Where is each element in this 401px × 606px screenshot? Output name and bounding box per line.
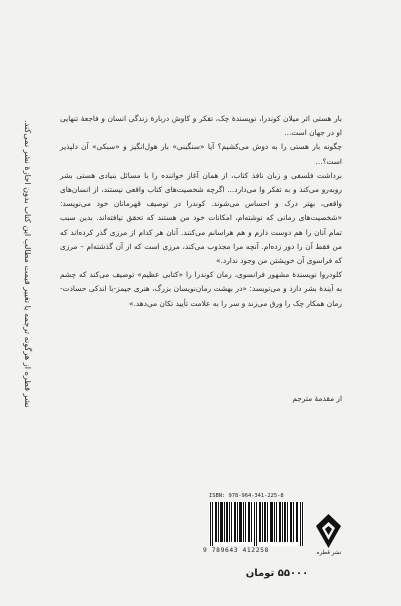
paragraph-2: چگونه بار هستی را به دوش می‌کشیم؟ آیا «سنگینی» بار هول‌انگیز و «سبکی» آن دلپذیر است؟... [60,142,342,166]
paragraph-3: برداشت فلسفی و زبان نافذ کتاب، از همان آغاز خواننده را با مسائل بنیادی هستی بشر روبه‌رو می‌کند و به تفکر وا می‌دارد... اگرچه شخصیت‌های کتاب واقعی نیستند، از انسان‌های واقعی، بهتر درک و احساس می‌شوند. کوندرا در توصیف قهرمانان خود می‌نویسد: «شخصیت‌های رمانی که نوشته‌ام، امکانات خود من هستند که تحقق نیافته‌اند. بدین سبب تمام آنان را هم دوست دارم و هم هراسانم می‌کنند. آنان هر کدام از مرزی گذر کرده‌اند که من فقط آن را دور زده‌ام. آنچه مرا مجذوب می‌کند، مرزی است که از آن گذشته‌ام – مرزی که فراسوی آن خویشتن من وجود ندارد.» [60,170,342,266]
quote-source: از مقدمهٔ مترجم [292,394,342,403]
barcode [209,502,304,546]
publisher-logo-icon [314,512,343,550]
back-cover-text [60,112,342,311]
barcode-digits: 9 789643 412258 [203,547,269,554]
book-price: ۵۵۰۰۰ تومان [245,568,309,579]
publisher-name: نشر قطره [316,550,342,556]
side-note: نشر قطره از هرگونه ترجمه یا تغییر قیمت مطالب این کتاب بدون اجازهٔ نشر نمی‌کند. [23,120,33,408]
paragraph-4: کلودروا نویسندهٔ مشهور فرانسوی، رمان کوندرا را «کتابی عظیم» توصیف می‌کند که چشم به آیندهٔ بشر دارد و می‌نویسد: «در بهشت رمان‌نویسان بزرگ، هنری جیمز-با اندکی حسادت- رمان همکار چک را ورق می‌زند و سر را به علامت تأیید تکان می‌دهد.» [60,270,342,308]
paragraph-1: بار هستی اثر میلان کوندرا، نویسندهٔ چک، تفکر و کاوش دربارهٔ زندگی انسان و فاجعهٔ تنهایی او در جهان است... [60,114,342,138]
isbn-label: ISBN: 978-964-341-225-8 [209,493,284,499]
